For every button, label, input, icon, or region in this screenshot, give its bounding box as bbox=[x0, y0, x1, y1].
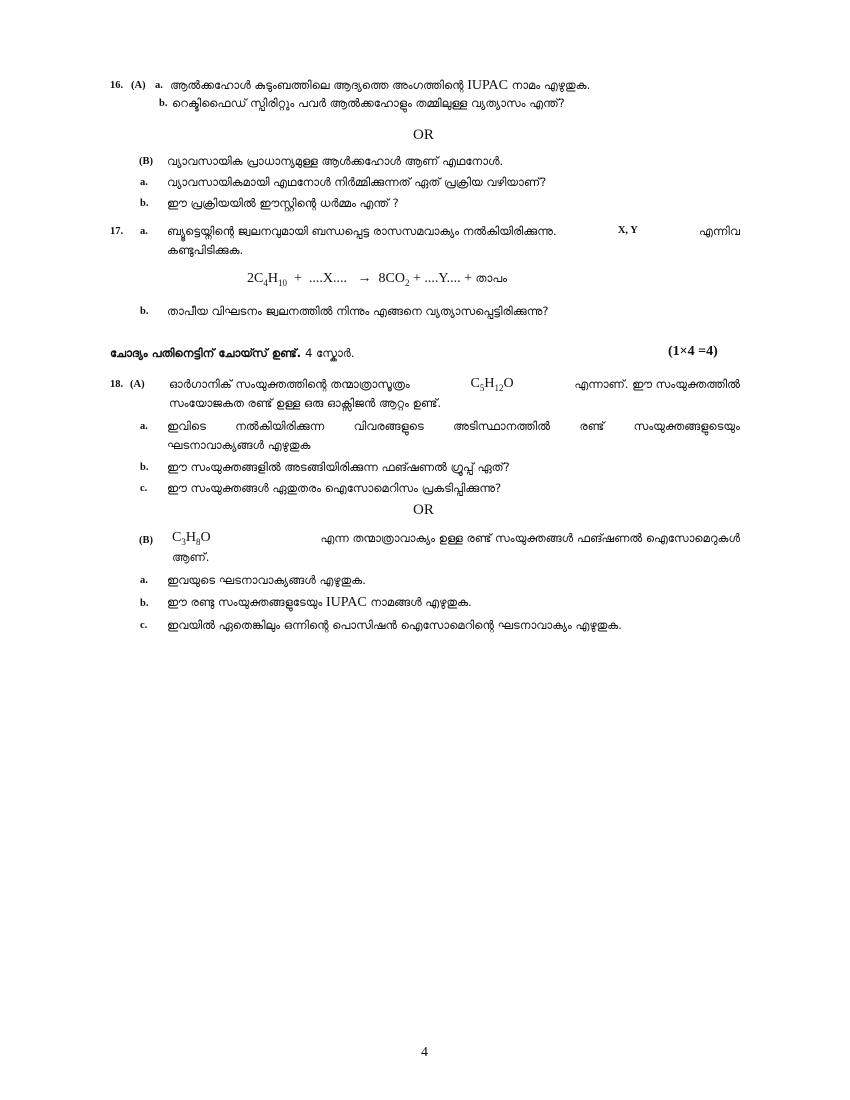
marks-allocation: (1×4 =4) bbox=[668, 344, 718, 359]
q16-b-label: b. bbox=[159, 98, 168, 109]
q18-option-a-label: (A) bbox=[130, 379, 145, 390]
page-number: 4 bbox=[421, 1045, 428, 1060]
q18-b-text: ഈ സംയുക്തങ്ങളിൽ അടങ്ങിയിരിക്കുന്ന ഫങ്ഷണൽ ഗ്രൂപ്പ് ഏത്? bbox=[167, 460, 510, 474]
word: സംയുക്തങ്ങളുടെയും bbox=[633, 419, 740, 433]
q18-a-line1: ഓർഗാനിക് സംയുക്തത്തിന്റെ തന്മാത്രാസൂത്രം $C_5H_{12}O$ എന്നാണ്. ഈ സംയുക്തത്തിൽ bbox=[169, 376, 740, 393]
word: അടിസ്ഥാനത്തിൽ bbox=[453, 419, 551, 433]
q18-b-label: b. bbox=[140, 462, 149, 473]
q18-c-text: ഈ സംയുക്തങ്ങൾ ഏതുതരം ഐസോമെറിസം പ്രകടിപ്പിക്കുന്നു? bbox=[167, 481, 502, 495]
q18-a-line2: സംയോജകത രണ്ട് ഉള്ള ഒരു ഓക്സിജൻ ആറ്റം ഉണ്ട്. bbox=[169, 396, 442, 410]
q18-b-a-label: a. bbox=[140, 575, 148, 586]
q16-b-a-text: വ്യാവസായികമായി എഥനോൾ നിർമ്മിക്കുന്നത് ഏത് പ്രക്രിയ വഴിയാണ്? bbox=[167, 175, 547, 189]
question-16-number: 16. bbox=[110, 80, 124, 91]
q18-a-text-line1 bbox=[167, 419, 740, 433]
q17-b-label: b. bbox=[140, 306, 149, 317]
q18-b-b-text: ഈ രണ്ടു സംയുക്തങ്ങളുടേയും IUPAC നാമങ്ങൾ എഴുതുക. bbox=[167, 595, 472, 610]
section-heading: ചോദ്യം പതിനെട്ടിന് ചോയ്സ് ഉണ്ട്. 4 സ്കോർ. bbox=[110, 346, 355, 360]
question-16-option-a-label: (A) bbox=[131, 80, 146, 91]
q17-a-line1: ബ്യൂട്ടെയ്നിന്റെ ജ്വലനവുമായി ബന്ധപ്പെട്ട രാസസമവാക്യം നൽകിയിരിക്കുന്നു. X, Y എന്നിവ bbox=[167, 224, 740, 238]
word: രണ്ട് bbox=[579, 419, 605, 433]
word: ഇവിടെ bbox=[167, 419, 206, 433]
q16-b-text: റെക്ടിഫൈഡ് സ്പിരിറ്റും പവർ ആൽക്കഹോളും തമ്മിലുള്ള വ്യത്യാസം എന്ത്? bbox=[172, 96, 565, 110]
word: വിവരങ്ങളുടെ bbox=[353, 419, 424, 433]
q17-a-line2: കണ്ടുപിടിക്കുക. bbox=[167, 243, 244, 257]
q16-a-text: ആൽക്കഹോൾ കുടുംബത്തിലെ ആദ്യത്തെ അംഗത്തിന്റെ IUPAC നാമം എഴുതുക. bbox=[170, 78, 591, 93]
q18-b-b-label: b. bbox=[140, 598, 149, 609]
q16-b-b-text: ഈ പ്രക്രിയയിൽ ഈസ്റ്റിന്റെ ധർമ്മം എന്ത് ? bbox=[167, 196, 399, 210]
or-separator: OR bbox=[413, 127, 434, 143]
q18-c-label: c. bbox=[140, 483, 148, 494]
q16-b-b-label: b. bbox=[140, 198, 149, 209]
q18-b-line1: $C_3H_8O$ എന്ന തന്മാത്രാവാക്യം ഉള്ള രണ്ട് സംയുക്തങ്ങൾ ഫങ്ഷണൽ ഐസോമെറുകൾ bbox=[172, 530, 740, 547]
q17-a-label: a. bbox=[140, 226, 148, 237]
q18-b-a-text: ഇവയുടെ ഘടനാവാക്യങ്ങൾ എഴുതുക. bbox=[167, 573, 366, 587]
q18-b-c-text: ഇവയിൽ ഏതെങ്കിലും ഒന്നിന്റെ പൊസിഷൻ ഐസോമെറിന്റെ ഘടനാവാക്യം എഴുതുക. bbox=[167, 618, 622, 632]
q16-option-b-text: വ്യാവസായിക പ്രാധാന്യമുള്ള ആൾക്കഹോൾ ആണ് എഥനോൾ. bbox=[167, 154, 504, 168]
combustion-equation: $2C_4H_{10} + ....X$.... → $8CO_2 + ....Y$.... + താപം bbox=[247, 271, 507, 288]
word: നൽകിയിരിക്കുന്ന bbox=[235, 419, 325, 433]
q18-b-c-label: c. bbox=[140, 620, 148, 631]
q18-b-line2: ആണ്. bbox=[172, 550, 210, 564]
question-18-number: 18. bbox=[110, 379, 124, 390]
question-17-number: 17. bbox=[110, 226, 124, 237]
q16-option-b-label: (B) bbox=[139, 156, 153, 167]
q16-b-a-label: a. bbox=[140, 177, 148, 188]
q18-option-b-label: (B) bbox=[139, 535, 153, 546]
or-separator-2: OR bbox=[413, 502, 434, 518]
q18-a-text-line2: ഘടനാവാക്യങ്ങൾ എഴുതുക bbox=[167, 438, 311, 452]
q16-a-label: a. bbox=[155, 80, 163, 91]
q18-a-label: a. bbox=[140, 421, 148, 432]
q17-b-text: താപീയ വിഘടനം ജ്വലനത്തിൽ നിന്നും എങ്ങനെ വ്യത്യാസപ്പെട്ടിരിക്കുന്നു? bbox=[167, 304, 549, 318]
